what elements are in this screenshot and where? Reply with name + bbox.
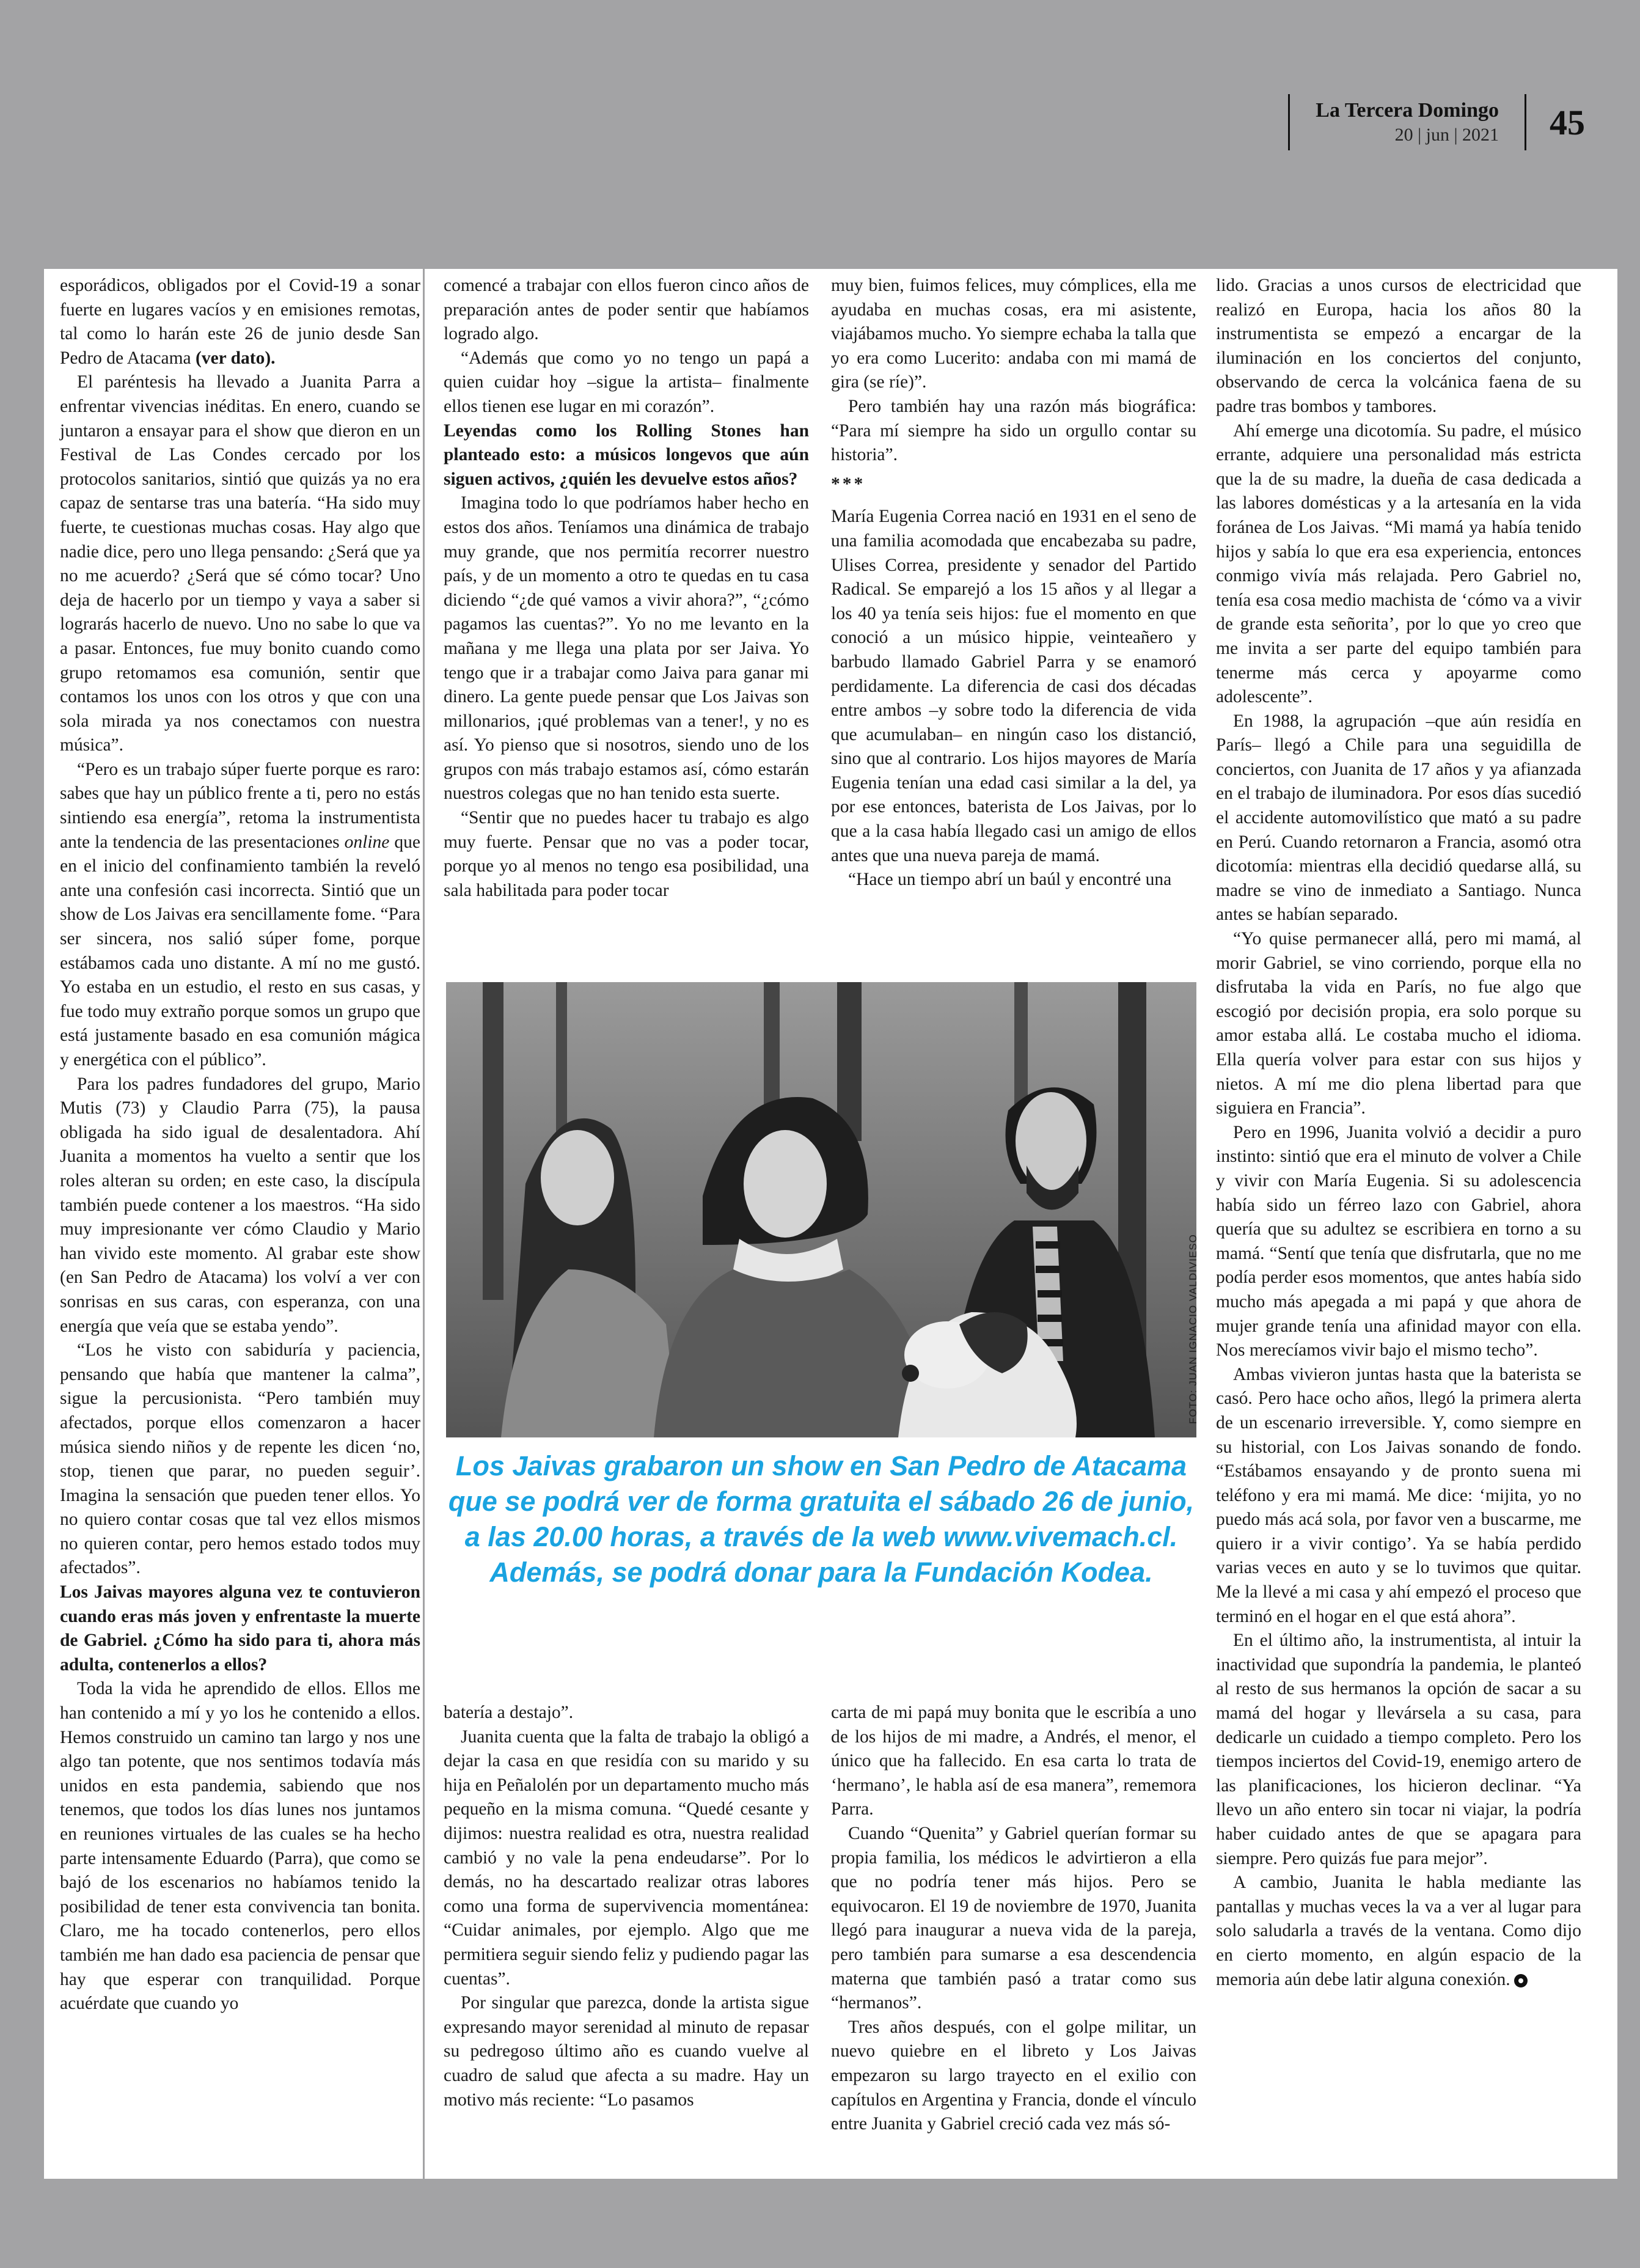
paragraph: Toda la vida he aprendido de ellos. Ellos me han contenido a mí y yo los he contenido a ellos. Hemos construido un camino tan largo y nos une algo tan potente, que nos sentimos todavía más unidos en esta pandemia, sabiendo que nos tenemos, que todos los días lunes nos juntamos en reuniones virtuales de las cuales se ha hecho parte intensamente Eduardo (Parra), que como se bajó de los escenarios no habíamos tenido la posibilidad de tener esta convivencia tan bonita. Claro, me ha tocado contenerlos, pero ellos también me han dado esa paciencia de pensar que hay que esperar con tranquilidad. Porque acuérdate que cuando yo [60, 1679, 420, 2014]
page-number: 45 [1550, 102, 1585, 142]
paragraph: Pero en 1996, Juanita volvió a decidir a puro instinto: sintió que era el minuto de volver a Chile y vivir con María Eugenia. Si su adolescencia había sido un férreo lazo con Gabriel, ahora quería que su adultez se escribiera en torno a su mamá. “Sentí que tenía que disfrutarla, que no me podía perder esos momentos, que antes había sido mucho más apegada a mi papá y que ahora de mujer grande tenía una afinidad mayor con ella. Nos merecíamos vivir bajo el mismo techo”. [1216, 1122, 1581, 1360]
paragraph: comencé a trabajar con ellos fueron cinco años de preparación antes de poder sentir que habíamos logrado algo. [444, 276, 809, 344]
paragraph: María Eugenia Correa nació en 1931 en el seno de una familia acomodada que encabezaba su padre, Ulises Correa, presidente y senador del Partido Radical. Se emparejó a los 15 años y al llegar a los 40 ya tenía seis hijos: fue el momento en que conoció a un músico hippie, veinteañero y barbudo llamado Gabriel Parra y se enamoró perdidamente. La diferencia de casi dos décadas entre ambos –y sobre todo la diferencia de vida que acumulaban– en ningún caso los distanció, sino que al contrario. Los hijos mayores de María Eugenia tenían una edad casi similar a la del, ya por ese entonces, baterista de Los Jaivas, por lo que a la casa había llegado casi un amigo de ellos antes que una nueva pareja de mamá. [831, 507, 1196, 865]
publication-name: La Tercera Domingo [1316, 99, 1499, 122]
paragraph: Para los padres fundadores del grupo, Mario Mutis (73) y Claudio Parra (75), la pausa obligada ha sido igual de desalentadora. Ahí Juanita a momentos ha vuelto a sentir que los roles alteran su orden; en este caso, la discípula también puede contener a los maestros. “Ha sido muy impresionante ver cómo Claudio y Mario han vivido este momento. Al grabar este show (en San Pedro de Atacama) los volví a ver con sonrisas en sus caras, con esperanza, con una energía que veía que se estaba yendo”. [60, 1074, 420, 1336]
paragraph: “Sentir que no puedes hacer tu trabajo es algo muy fuerte. Pensar que no vas a poder tocar, porque yo al menos no tengo esa posibilidad, una sala habilitada para poder tocar [444, 808, 809, 900]
photo-caption: Los Jaivas grabaron un show en San Pedro de Atacama que se podrá ver de forma gratuita el sábado 26 de junio, a las 20.00 horas, a través de la web www.vivemach.cl. Además, se podrá donar para la Fundación Kodea. [448, 1450, 1195, 1588]
interview-question: Leyendas como los Rolling Stones han planteado esto: a músicos longevos que aún siguen activos, ¿quién les devuelve estos años? [444, 420, 809, 489]
paragraph: Cuando “Quenita” y Gabriel querían formar su propia familia, los médicos le advirtieron a ella que no podría tener más hijos. Pero se equivocaron. El 19 de noviembre de 1970, Juanita llegó para inaugurar a nueva vida de la pareja, pero también para sumarse a esa descendencia materna que también pasó a tratar como sus “hermanos”. [831, 1823, 1196, 2013]
paragraph: Ambas vivieron juntas hasta que la baterista se casó. Pero hace ocho años, llegó la primera alerta de un escenario irreversible. Y, como siempre en su historial, con Los Jaivas sonando de fondo. “Estábamos ensayando y de pronto suena mi teléfono y era mi mamá. Me dice: ‘mijita, yo no puedo más acá sola, por favor ven a buscarme, me quiero ir a vivir contigo’. Ya se había perdido varias veces en auto y se lo tuvimos que quitar. Me la llevé a mi casa y ahí empezó el proceso que terminó en el hogar en el que está ahora”. [1216, 1364, 1581, 1626]
article-column-2-continued [444, 1701, 809, 2112]
family-photo [446, 982, 1196, 1437]
photo-illustration [446, 982, 1196, 1437]
paragraph: batería a destajo”. [444, 1703, 574, 1722]
article-column-3-continued [831, 1701, 1196, 2137]
paragraph: Por singular que parezca, donde la artista sigue expresando mayor serenidad al minuto de repasar su pedregoso último año es cuando vuelve al cuadro de salud que afecta a su madre. Hay un motivo más reciente: “Lo pasamos [444, 1993, 809, 2110]
paragraph: lido. Gracias a unos cursos de electricidad que realizó en Europa, hacia los años 80 la instrumentista se empezó a encargar de la iluminación en los conciertos del conjunto, observando de cerca la volcánica faena de su padre tras bombos y tambores. [1216, 276, 1581, 416]
section-separator: *** [831, 474, 866, 494]
article-column-2 [444, 274, 809, 903]
cross-reference: (ver dato). [196, 348, 276, 368]
paragraph: “Hace un tiempo abrí un baúl y encontré una [848, 870, 1172, 890]
paragraph: Pero también hay una razón más biográfica: “Para mí siempre ha sido un orgullo contar su historia”. [831, 396, 1196, 465]
paragraph: Ahí emerge una dicotomía. Su padre, el músico errante, adquiere una personalidad más estricta que la de su madre, la dueña de casa dedicada a las labores domésticas y a la artesanía en la vida foránea de Los Jaivas. “Mi mamá ya había tenido hijos y sabía lo que era esa experiencia, entonces conmigo vivía más relajada. Pero Gabriel no, tenía esa cosa medio machista de ‘cómo va a vivir de grande esta señorita’, por lo que yo creo que me invita a ser parte del equipo también para tenerme más cerca y apoyarme como adolescente”. [1216, 420, 1581, 707]
paragraph: En 1988, la agrupación –que aún residía en París– llegó a Chile para una seguidilla de conciertos, con Juanita de 17 años y ya afianzada en el trabajo de iluminadora. Por esos días sucedió el accidente automovilístico que mató a su padre en Perú. Cuando retornaron a Francia, asomó otra dicotomía: mientras ella decidió quedarse allá, su madre se vino de inmediato a Santiago. Nunca antes se habían separado. [1216, 711, 1581, 925]
paragraph: En el último año, la instrumentista, al intuir la inactividad que supondría la pandemia, le planteó al resto de sus hermanos la opción de sacar a su mamá del hogar y llevársela a su casa, para dedicarle un cuidado a tiempo completo. Pero los tiempos inciertos del Covid-19, enemigo artero de las planificaciones, los hicieron declinar. “Ya llevo un año entero sin tocar ni viajar, la podría haber cuidado antes de que se apagara para siempre. Pero quizás fue para mejor”. [1216, 1631, 1581, 1868]
end-of-article-icon [1514, 1974, 1528, 1987]
interview-question: Los Jaivas mayores alguna vez te contuvieron cuando eras más joven y enfrentaste la muerte de Gabriel. ¿Cómo ha sido para ti, ahora más adulta, contenerlos a ellos? [60, 1582, 420, 1675]
paragraph: “Además que como yo no tengo un papá a quien cuidar hoy –sigue la artista– finalmente ellos tienen ese lugar en mi corazón”. [444, 348, 809, 416]
paragraph: “Yo quise permanecer allá, pero mi mamá, al morir Gabriel, se vino corriendo, porque ella no disfrutaba la vida en París, no fue algo que escogió por decisión propia, era solo porque su amor estaba allá. Le costaba mucho el idioma. Ella quería volver para estar con sus hijos y nietos. A mí me dio plena libertad para que siguiera en Francia”. [1216, 929, 1581, 1118]
masthead [1288, 92, 1585, 153]
paragraph: “Los he visto con sabiduría y paciencia, pensando que había que mantener la calma”, sigue la percusionista. “Pero también muy afectados, porque ellos comenzaron a hacer música siendo niños y de repente les dicen ‘no, stop, tienen que parar, no pueden seguir’. Imagina la sensación que pueden tener ellos. Yo no quiero contar cosas que tal vez ellos mismos no quieren contar, pero hemos estado todos muy afectados”. [60, 1340, 420, 1578]
paragraph: esporádicos, obligados por el Covid-19 a sonar fuerte en lugares vacíos y en emisiones remotas, tal como lo harán este 26 de junio desde San Pedro de Atacama (ver dato). [60, 276, 420, 368]
article-column-1 [60, 274, 420, 2016]
masthead-text [1290, 98, 1525, 147]
paragraph: Tres años después, con el golpe militar, un nuevo quiebre en el libreto y Los Jaivas empezaron su largo trayecto en el exilio con capítulos en Argentina y Francia, donde el vínculo entre Juanita y Gabriel creció cada vez más só- [831, 2017, 1196, 2134]
paragraph: A cambio, Juanita le habla mediante las pantallas y muchas veces la va a ver al lugar para solo saludarla a través de la ventana. Como dijo en cierto momento, en algún espacio de la memoria aún debe latir alguna conexión. [1216, 1873, 1581, 1989]
paragraph: carta de mi papá muy bonita que le escribía a uno de los hijos de mi madre, a Andrés, el menor, el único que ha fallecido. En esa carta lo trata de ‘hermano’, le habla así de esa manera”, rememora Parra. [831, 1703, 1196, 1819]
paragraph: muy bien, fuimos felices, muy cómplices, ella me ayudaba en muchas cosas, era mi asistente, viajábamos mucho. Yo siempre echaba la talla que yo era como Lucerito: andaba con mi mamá de gira (se ríe)”. [831, 276, 1196, 392]
photo-credit: FOTO: JUAN IGNACIO VALDIVIESO [1187, 1234, 1199, 1424]
publication-date: 20 | jun | 2021 [1394, 125, 1499, 145]
paragraph: Juanita cuenta que la falta de trabajo la obligó a dejar la casa en que residía con su marido y su hija en Peñalolén por un departamento mucho más pequeño en la misma comuna. “Quedé cesante y dijimos: nuestra realidad es otra, nuestra realidad cambió y no vale la pena endeudarse”. Por lo demás, no ha descartado realizar otras labores como una forma de supervivencia momentánea: “Cuidar animales, por ejemplo. Algo que me permitiera seguir siendo feliz y pudiendo pagar las cuentas”. [444, 1727, 809, 1989]
paragraph: “Pero es un trabajo súper fuerte porque es raro: sabes que hay un público frente a ti, pero no estás sintiendo esa energía”, retoma la instrumentista ante la tendencia de las presentaciones online que en el inicio del confinamiento también la reveló ante una confesión casi incorrecta. Sintió que un show de Los Jaivas era sencillamente fome. “Para ser sincera, nos salió súper fome, porque estábamos cada uno distante. A mí no me gustó. Yo estaba en un estudio, el resto en sus casas, y fue todo muy extraño porque somos un grupo que está justamente basado en esa comunión mágica y energética con el público”. [60, 759, 420, 1070]
article-column-4 [1216, 274, 1581, 1992]
paragraph: Imagina todo lo que podríamos haber hecho en estos dos años. Teníamos una dinámica de trabajo muy grande, que nos permitía recorrer nuestro país, y de un momento a otro te quedas en tu casa diciendo “¿de qué vamos a vivir ahora?”, “¿cómo pagamos las cuentas?”. Yo no me levanto en la mañana y me llega una plata por ser Jaiva. Yo tengo que ir a trabajar como Jaiva para ganar mi dinero. La gente puede pensar que Los Jaivas son millonarios, ¡qué problemas van a tener!, y no es así. Yo pienso que si nosotros, siendo uno de los grupos con más trabajo estamos así, cómo estarán nuestros colegas que no han tenido esta suerte. [444, 493, 809, 804]
article-column-3 [831, 274, 1196, 892]
paragraph: El paréntesis ha llevado a Juanita Parra a enfrentar vivencias inéditas. En enero, cuando se juntaron a ensayar para el show que dieron en un Festival de Las Condes cercado por los protocolos sanitarios, sintió que quizás ya no era capaz de sentarse tras una batería. “Ha sido muy fuerte, te cuestionas muchas cosas. Hay algo que nadie dice, pero uno llega pensando: ¿Será que ya no me acuerdo? ¿Será que sé cómo tocar? Uno deja de hacerlo por un tiempo y vaya a saber si lograrás hacerlo de nuevo. Uno no sabe lo que va a pasar. Entonces, fue muy bonito cuando como grupo retomamos esa comunión, sentir que contamos los unos con los otros y que con una sola mirada ya nos conectamos con nuestra música”. [60, 372, 420, 755]
